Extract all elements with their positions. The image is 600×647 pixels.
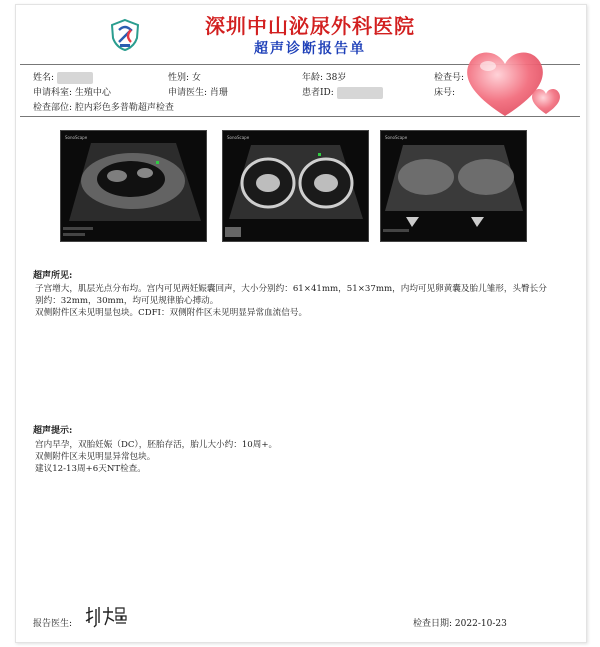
exam-date-value: 2022-10-23: [454, 619, 507, 629]
hospital-name: 深圳中山泌尿外科医院: [205, 14, 415, 38]
impression-text: [35, 439, 555, 475]
exam-no-label: 检查号:: [434, 73, 465, 83]
findings-text: [35, 283, 555, 319]
dept-label: 申请科室:: [33, 88, 73, 98]
findings-title: 超声所见:: [33, 271, 73, 281]
age-label: 年龄:: [302, 73, 324, 83]
ultrasound-image-1: [60, 130, 207, 242]
exam-part-field: [33, 100, 174, 113]
dept-field: [33, 85, 111, 98]
report-title: 超声诊断报告单: [254, 41, 366, 57]
ultrasound-brand-1: SonoScape: [65, 135, 88, 140]
ultrasound-image-3: [380, 130, 527, 242]
report-doctor-label: 报告医生:: [33, 619, 73, 629]
doctor-field: [168, 85, 228, 98]
exam-date-field: [413, 616, 507, 629]
findings-line-1: 子宫增大，肌层光点分布均。宫内可见两妊娠囊回声，大小分别约：61×41mm，51×37mm，内均可见卵黄囊及胎儿雏形，头臀长分别约：32mm，30mm，均可见规律胎心搏动。: [35, 284, 547, 306]
patient-id-redacted: [337, 87, 383, 99]
impression-title: 超声提示:: [33, 426, 73, 436]
ultrasound-image-2: [222, 130, 369, 242]
gender-value: 女: [191, 73, 201, 83]
gender-label: 性别:: [168, 73, 190, 83]
exam-part-value: 腔内彩色多普勒超声检查: [74, 103, 174, 113]
doctor-signature: [83, 603, 127, 629]
ultrasound-brand-3: SonoScape: [385, 135, 408, 140]
ultrasound-brand-2: SonoScape: [227, 135, 250, 140]
exam-date-label: 检查日期:: [413, 619, 453, 629]
doctor-value: 肖珊: [209, 88, 228, 98]
patient-id-label: 患者ID:: [302, 88, 334, 98]
bed-field: [434, 85, 455, 98]
patient-name-field: [33, 70, 93, 84]
hospital-shield-logo-icon: [108, 18, 142, 52]
impression-line-3: 建议12-13周+6天NT检查。: [35, 464, 146, 474]
findings-line-2: 双侧附件区未见明显包块。CDFI：双侧附件区未见明显异常血流信号。: [35, 308, 308, 318]
heart-sticker-icon: [460, 44, 565, 124]
age-field: [302, 70, 346, 83]
impression-line-2: 双侧附件区未见明显异常包块。: [35, 452, 156, 462]
ultrasound-image-row: [60, 130, 530, 242]
name-redacted: [57, 72, 93, 84]
bed-label: 床号:: [434, 88, 456, 98]
patient-id-field: [302, 85, 383, 99]
impression-line-1: 宫内早孕，双胎妊娠（DC），胚胎存活，胎儿大小约：10周+。: [35, 440, 278, 450]
age-value: 38岁: [325, 73, 347, 83]
name-label: 姓名:: [33, 73, 55, 83]
doctor-label: 申请医生:: [168, 88, 208, 98]
exam-part-label: 检查部位:: [33, 103, 73, 113]
gender-field: [168, 70, 201, 83]
dept-value: 生殖中心: [74, 88, 111, 98]
